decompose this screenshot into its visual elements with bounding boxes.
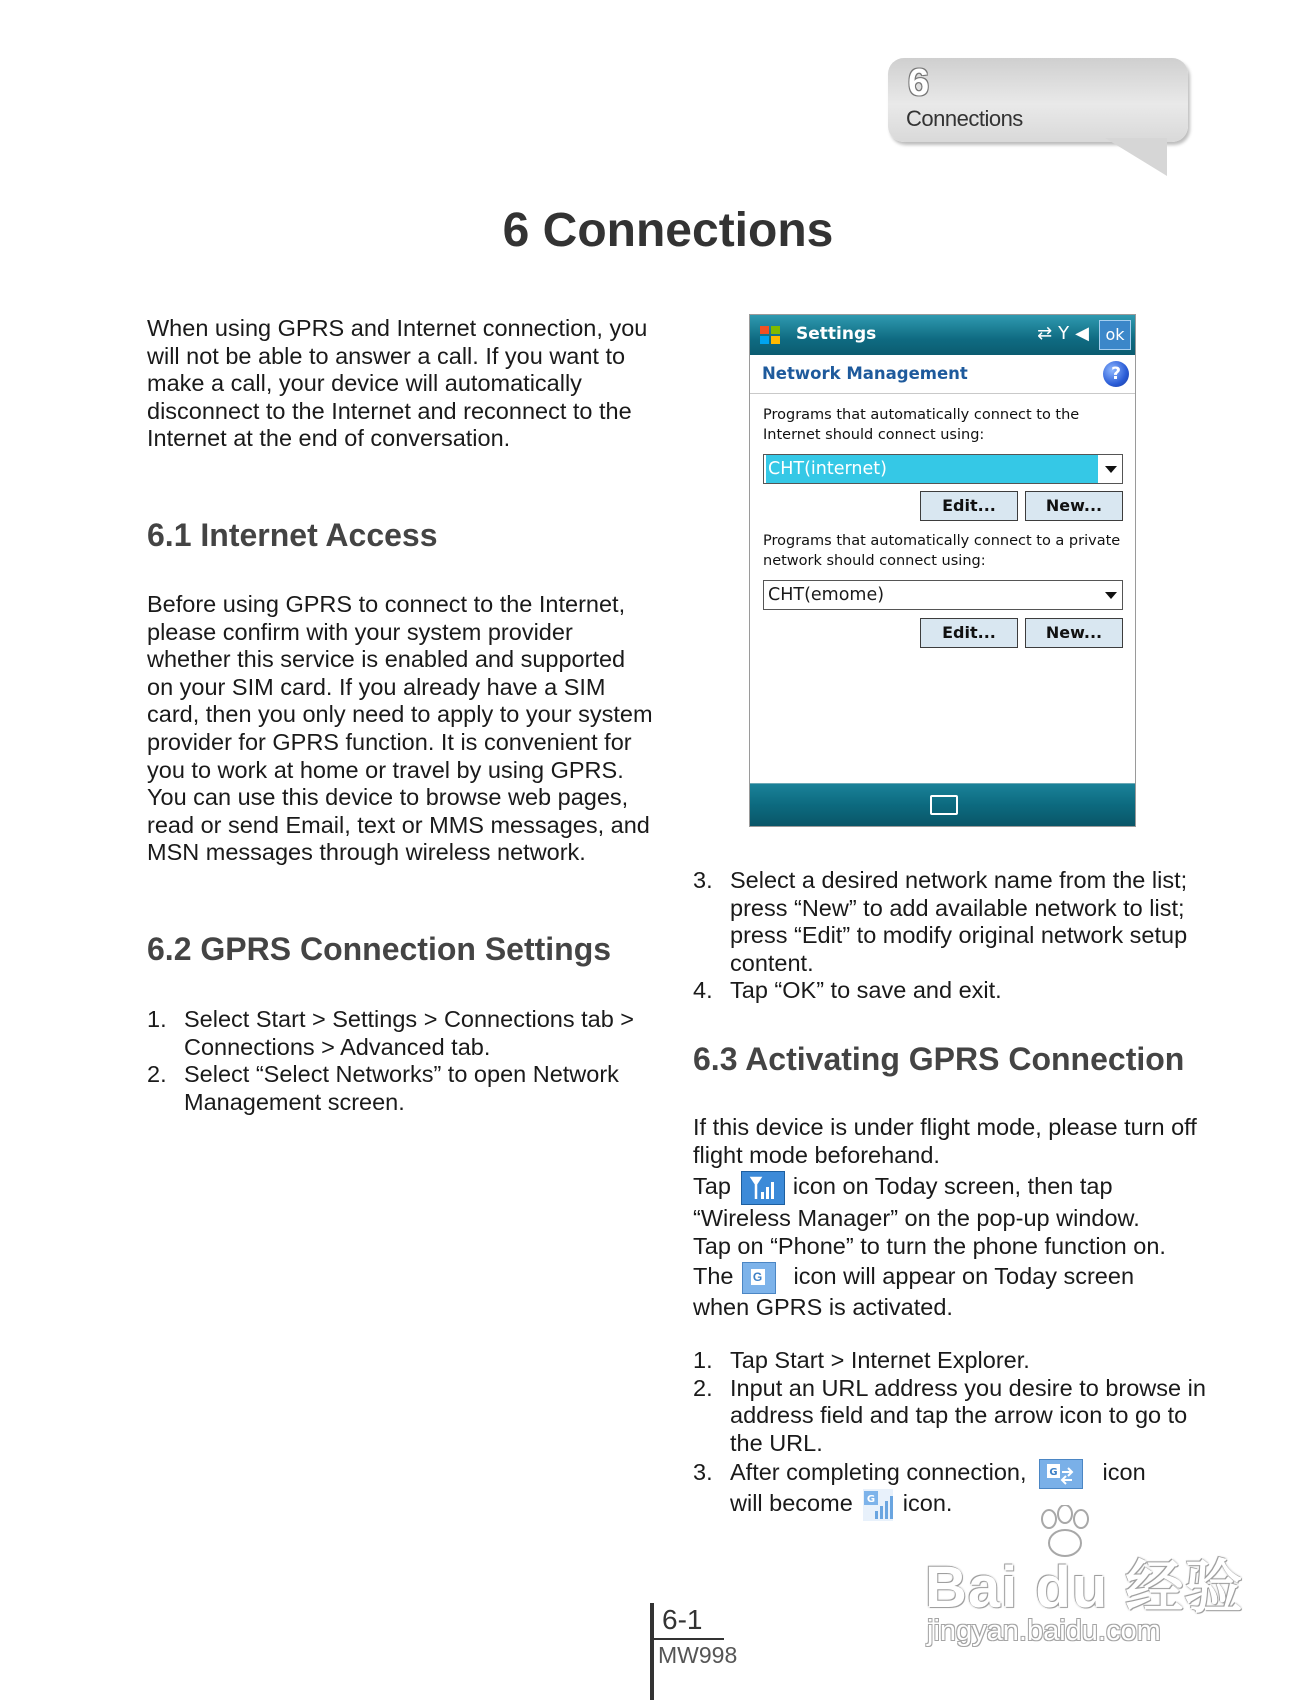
list-item: 2. Select “Select Networks” to open Network Management screen. [147,1061,619,1115]
new-button-1[interactable]: New... [1025,491,1123,521]
windows-logo-icon [758,323,782,347]
ok-button[interactable]: ok [1099,320,1131,350]
wireless-signal-icon [741,1171,785,1205]
flight-mode-note: If this device is under flight mode, please turn off flight mode beforehand. [693,1114,1197,1168]
list-item: 1. Tap Start > Internet Explorer. [693,1347,1030,1373]
section-6-3-body: If this device is under flight mode, please turn off flight mode beforehand. Tap icon on Today screen, then tap “Wireless Manager” on the pop-up window. Tap on “Phone” to turn the phone function on. The G icon will appear on Today screen when GPRS is activated. [693,1114,1223,1322]
chapter-label: Connections [906,106,1023,131]
section-6-3-heading: 6.3 Activating GPRS Connection [693,1041,1185,1077]
footer-divider [650,1603,654,1700]
help-icon[interactable]: ? [1103,361,1129,387]
steps-list-6-2-cont [693,867,1223,1005]
gprs-signal-icon [863,1489,893,1521]
list-item: 4. Tap “OK” to save and exit. [693,977,1002,1004]
private-programs-label: Programs that automatically connect to a private network should connect using: [763,533,1121,569]
watermark-site: jingyan.baidu.com [927,1615,1161,1647]
list-item: 3. Select a desired network name from the list; press “New” to add available network to list; press “Edit” to modify original network setup content. [693,867,1188,976]
steps-list-6-3 [693,1347,1223,1521]
speaker-icon: ◀ [1075,323,1095,344]
page-title: 6 Connections [502,204,834,257]
chapter-tab-tail [1105,138,1167,176]
gprs-icon: G [742,1262,776,1294]
list-item: 3. After completing connection, G icon will become G icon. [693,1459,1223,1521]
phone-title-bar [750,315,1135,355]
phone-title: Settings [796,324,877,344]
status-icons [1037,323,1095,344]
footer-underline [654,1638,724,1640]
svg-text:G: G [866,1494,875,1506]
phone-bottom-bar [750,783,1135,826]
new-button-2[interactable]: New... [1025,618,1123,648]
intro-paragraph: When using GPRS and Internet connection, you will not be able to answer a call. If you want to make a call, your device will automatically disconnect to the Internet and reconnect to the Internet at the end of conversation. [147,315,648,452]
signal-icon: Y [1058,323,1076,344]
steps-list-6-2 [147,1006,657,1116]
gprs-connecting-icon [1039,1459,1083,1489]
section-6-1-body: Before using GPRS to connect to the Internet, please confirm with your system provider whether this service is enabled and supported on your SIM card. If you already have a SIM card, then you only need to apply to your system provider for GPRS function. It is convenient for you to work at home or travel by using GPRS. You can use this device to browse web pages, read or send Email, text or MMS messages, and MSN messages through wireless network. [147,591,653,866]
connectivity-icon: ⇄ [1037,323,1059,344]
svg-text:G: G [1048,1467,1058,1479]
list-item: 1. Select Start > Settings > Connections tab > Connections > Advanced tab. [147,1006,635,1060]
phone-header [750,355,1135,394]
model-name: MW998 [658,1642,738,1668]
edit-button-2[interactable]: Edit... [920,618,1018,648]
internet-network-select[interactable]: CHT(internet) [763,454,1123,484]
chapter-number: 6 [908,62,930,104]
page-number: 6-1 [662,1604,703,1635]
private-network-select[interactable]: CHT(emome) [763,580,1123,610]
chevron-down-icon [1105,466,1117,473]
section-6-1-heading: 6.1 Internet Access [147,517,438,553]
keyboard-icon[interactable] [930,795,958,815]
network-management-screenshot [749,314,1136,827]
internet-programs-label: Programs that automatically connect to the Internet should connect using: [763,407,1080,443]
network-management-title: Network Management [762,364,968,383]
edit-button-1[interactable]: Edit... [920,491,1018,521]
watermark-brand: Bai du 经验 [925,1555,1244,1620]
chevron-down-icon [1105,592,1117,599]
section-6-2-heading: 6.2 GPRS Connection Settings [147,931,612,967]
list-item: 2. Input an URL address you desire to browse in address field and tap the arrow icon to go to the URL. [693,1374,1206,1456]
